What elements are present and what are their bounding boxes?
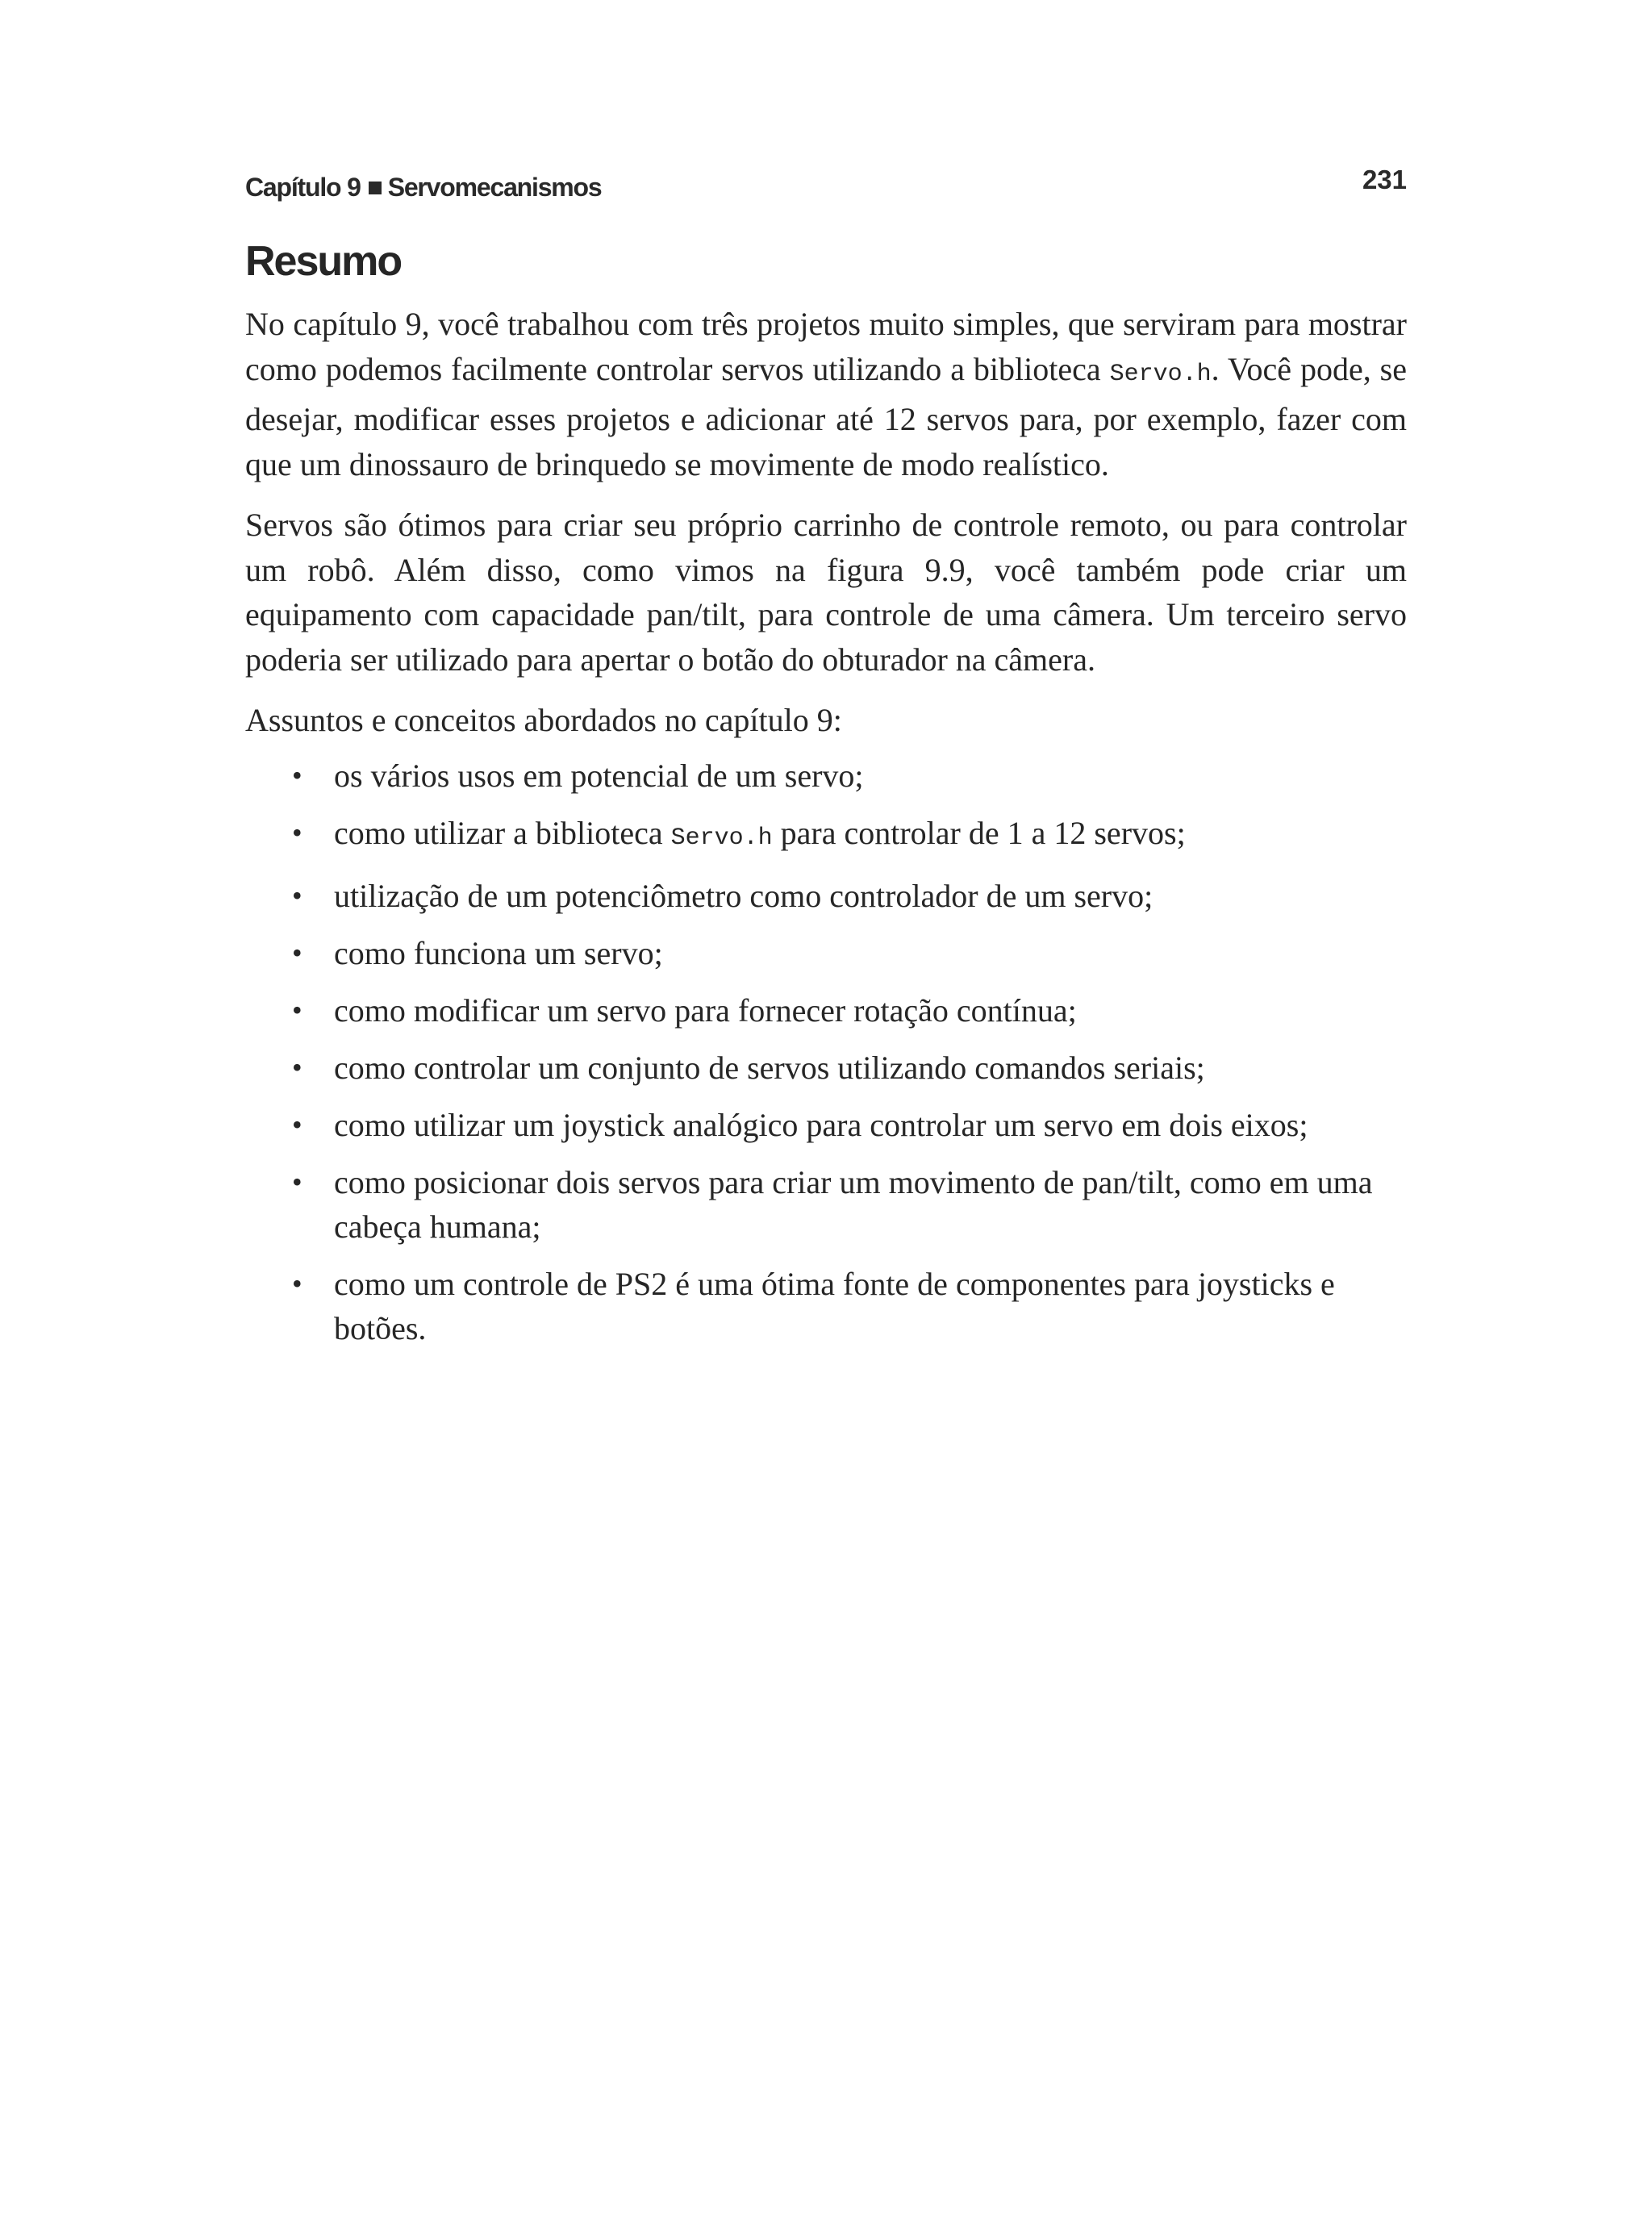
list-item-text: como funciona um servo; — [334, 935, 663, 971]
list-item-text: os vários usos em potencial de um servo; — [334, 758, 864, 794]
paragraph-1 — [245, 302, 1407, 486]
list-item-text: como um controle de PS2 é uma ótima fonte de componentes para joysticks e botões. — [334, 1266, 1335, 1346]
bullet-icon: • — [292, 1267, 302, 1300]
list-item-text: como posicionar dois servos para criar um movimento de pan/tilt, como em uma cabeça humana; — [334, 1164, 1373, 1245]
list-item-text: como utilizar um joystick analógico para controlar um servo em dois eixos; — [334, 1107, 1308, 1143]
list-item — [245, 931, 1407, 975]
bullet-icon: • — [292, 816, 302, 849]
list-item-text-start: como utilizar a biblioteca — [334, 815, 671, 851]
bullet-icon: • — [292, 994, 302, 1026]
chapter-section: Servomecanismos — [387, 173, 602, 202]
chapter-label — [245, 173, 602, 202]
list-item — [245, 753, 1407, 798]
bullet-icon: • — [292, 937, 302, 969]
book-page — [245, 158, 1407, 1363]
bullet-icon: • — [292, 1166, 302, 1198]
square-separator-icon — [369, 182, 382, 194]
paragraph-1-code: Servo.h — [1109, 360, 1212, 388]
section-title: Resumo — [245, 238, 402, 285]
list-item — [245, 811, 1407, 861]
list-item — [245, 874, 1407, 918]
list-item-text: como modificar um servo para fornecer rotação contínua; — [334, 992, 1077, 1029]
list-item — [245, 1103, 1407, 1147]
topics-list — [245, 753, 1407, 1350]
list-item — [245, 1262, 1407, 1350]
list-item-code: Servo.h — [670, 824, 773, 852]
paragraph-1-text-end: . Você pode, se desejar, modificar esses projetos e adicionar até 12 servos para, por exemplo, fazer com que um dinossauro de brinquedo se movimente de modo realístico. — [245, 350, 1407, 482]
list-item-text: utilização de um potenciômetro como controlador de um servo; — [334, 878, 1153, 914]
list-item-text: como controlar um conjunto de servos utilizando comandos seriais; — [334, 1050, 1205, 1086]
running-header — [245, 158, 1407, 210]
list-item — [245, 1160, 1407, 1249]
paragraph-2: Servos são ótimos para criar seu próprio carrinho de controle remoto, ou para controlar um robô. Além disso, como vimos na figura 9.9, você também pode criar um equipamento com capacidade pan/tilt, para controle de uma câmera. Um terceiro servo poderia ser utilizado para apertar o botão do obturador na câmera. — [245, 507, 1407, 678]
bullet-icon: • — [292, 759, 302, 791]
page-number: 231 — [1362, 165, 1407, 194]
list-item — [245, 988, 1407, 1033]
list-item — [245, 1046, 1407, 1090]
paragraph-1-text-start: No capítulo 9, você trabalhou com três projetos muito simples, que serviram para mostrar como podemos facilmente controlar servos utilizando a biblioteca — [245, 306, 1407, 387]
bullet-icon: • — [292, 1108, 302, 1141]
bullet-icon: • — [292, 1051, 302, 1083]
chapter-number: Capítulo 9 — [245, 173, 361, 202]
bullet-icon: • — [292, 879, 302, 912]
list-item-text-end: para controlar de 1 a 12 servos; — [772, 815, 1186, 851]
topics-intro: Assuntos e conceitos abordados no capítulo 9: — [245, 702, 842, 738]
